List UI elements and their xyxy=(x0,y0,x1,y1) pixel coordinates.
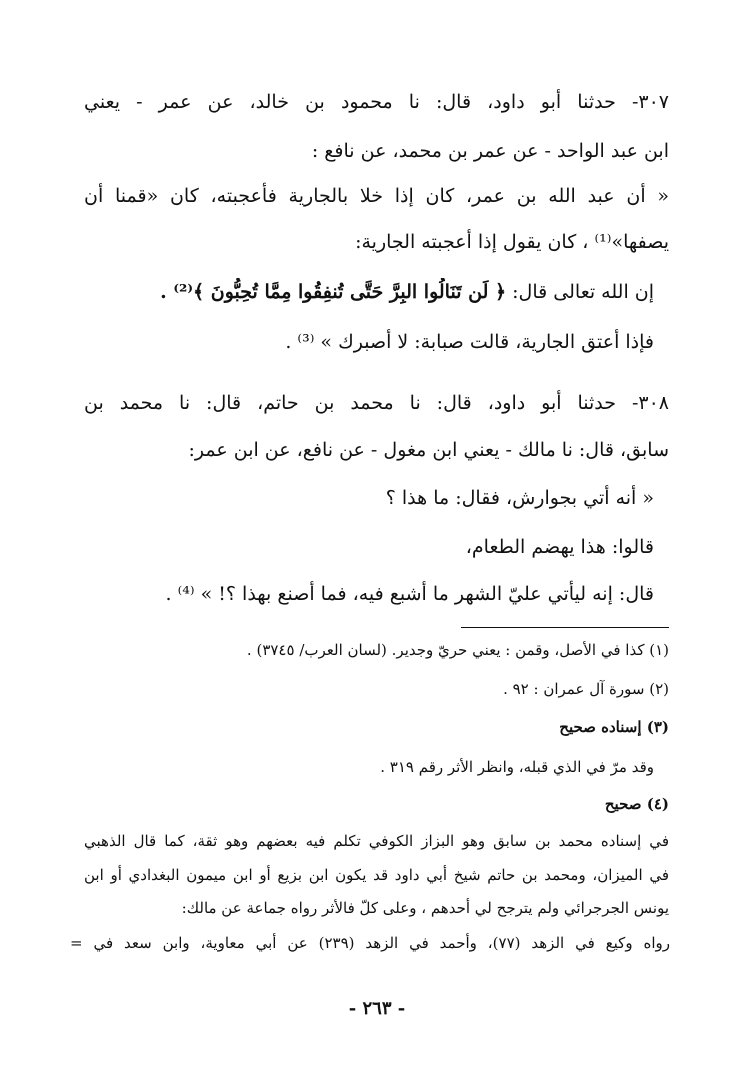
footnote-4-line-1: في إسناده محمد بن سابق وهو البزاز الكوفي تكلم فيه بعضهم وهو ثقة، كما قال الذهبي xyxy=(84,832,669,850)
narration-308-line-1: ٣٠٨- حدثنا أبو داود، قال: نا محمد بن حاتم، قال: نا محمد بن xyxy=(84,392,669,414)
narration-307-line-6: فإذا أعتق الجارية، قالت صبابة: لا أصبرك » ⁽³⁾ . xyxy=(285,331,654,353)
narration-308-line-3: « أنه أتي بجوارش، فقال: ما هذا ؟ xyxy=(385,487,654,509)
footnote-1: (١) كذا في الأصل، وقمن : يعني حريّ وجدير. (لسان العرب/ ٣٧٤٥) . xyxy=(246,641,669,659)
footnote-4-line-2: في الميزان، ومحمد بن حاتم شيخ أبي داود قد يكون ابن بزيع أو ابن ميمون البغدادي أو ابن xyxy=(84,866,669,884)
quran-verse: ﴿ لَن تَنَالُوا البِرَّ حَتَّى تُنفِقُوا مِمَّا تُحِبُّونَ ﴾⁽²⁾ . xyxy=(160,281,507,303)
footnote-4-line-4: رواه وكيع في الزهد (٧٧)، وأحمد في الزهد (٢٣٩) عن أبي معاوية، وابن سعد في = xyxy=(70,934,670,952)
footnote-2: (٢) سورة آل عمران : ٩٢ . xyxy=(503,680,669,698)
page-number: - ٢٦٣ - xyxy=(348,998,406,1019)
narration-308-line-4: قالوا: هذا يهضم الطعام، xyxy=(465,536,654,558)
narration-308-line-5: قال: إنه ليأتي عليّ الشهر ما أشبع فيه، فما أصنع بهذا ؟! » ⁽⁴⁾ . xyxy=(165,583,654,605)
narration-307-line-5-prefix: إن الله تعالى قال: xyxy=(512,281,654,303)
narration-308-line-2: سابق، قال: نا مالك - يعني ابن مغول - عن نافع، عن ابن عمر: xyxy=(188,439,669,461)
footnote-3-body: وقد مرّ في الذي قبله، وانظر الأثر رقم ٣١٩ . xyxy=(380,758,654,776)
footnote-separator xyxy=(461,627,669,628)
footnote-4-line-3: يونس الجرجرائي ولم يترجح لي أحدهم ، وعلى كلّ فالأثر رواه جماعة عن مالك: xyxy=(181,899,669,917)
narration-307-line-1: ٣٠٧- حدثنا أبو داود، قال: نا محمود بن خالد، عن عمر - يعني xyxy=(84,91,669,113)
narration-307-line-5 xyxy=(84,278,654,306)
narration-307-line-3: « أن عبد الله بن عمر، كان إذا خلا بالجارية فأعجبته، كان «قمنا أن xyxy=(84,185,669,207)
footnote-3-title: (٣) إسناده صحيح xyxy=(559,718,669,736)
footnote-4-title: (٤) صحيح xyxy=(604,795,669,813)
narration-307-line-4: يصفها»⁽¹⁾ ، كان يقول إذا أعجبته الجارية: xyxy=(355,231,669,253)
narration-307-line-2: ابن عبد الواحد - عن عمر بن محمد، عن نافع : xyxy=(311,140,669,162)
